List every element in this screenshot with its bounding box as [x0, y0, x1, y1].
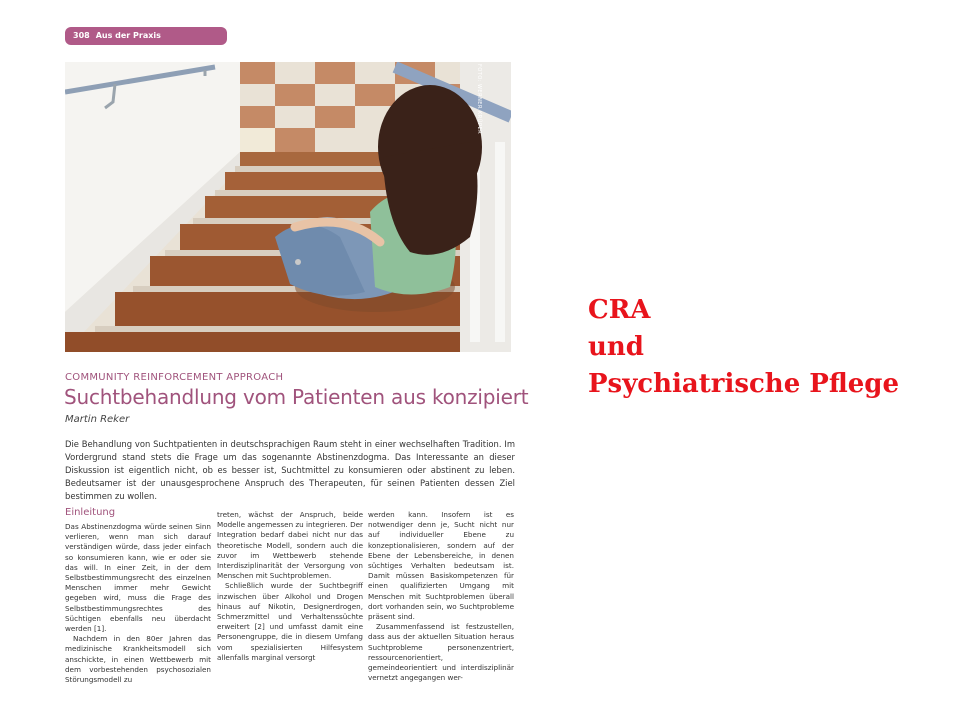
paragraph: treten, wächst der Anspruch, beide Modelle angemessen zu integrieren. Der Integration bedarf dabei nicht nur das theoretische Modell, sondern auch die zuvor im Wettbewerb stehende Interdisziplinarität der Versorgung von Menschen mit Suchtproblemen.	[217, 510, 363, 581]
article-photo	[65, 62, 511, 352]
slide-title-line: Psychiatrische Pflege	[588, 369, 900, 399]
slide-title-line: und	[588, 332, 644, 362]
paragraph: Das Abstinenzdogma würde seinen Sinn verlieren, wenn man sich darauf verständigen würde, dass jeder einfach so konsumieren kann, wie er oder sie das will. In einer Zeit, in der dem Selbstbestimmungsrecht des einzelnen Menschen immer mehr Gewicht gegeben wird, muss die Frage des Selbstbestimmungsrechtes des Süchtigen ebenfalls neu überdacht werden [1].	[65, 522, 211, 634]
slide-title	[588, 292, 899, 403]
body-column-3	[368, 510, 514, 683]
section-heading: Einleitung	[65, 507, 116, 518]
article-author: Martin Reker	[65, 414, 130, 425]
article-lead: Die Behandlung von Suchtpatienten in deutschsprachigen Raum steht in einer wechselhaften Tradition. Im Vordergrund stand stets die Frage um das sogenannte Abstinenzdogma. Das Interessante an dieser Diskussion ist eigentlich nicht, ob es besser ist, Suchtmittel zu konsumieren oder abstinent zu leben. Bedeutsamer ist der unausgesprochene Anspruch des Therapeuten, für seinen Patienten dessen Ziel bestimmen zu wollen.	[65, 439, 515, 501]
slide-title-line: CRA	[588, 295, 651, 325]
staircase-photo	[65, 62, 511, 352]
section-label: Aus der Praxis	[95, 31, 161, 40]
body-column-2	[217, 510, 363, 663]
page-number: 308	[73, 31, 90, 40]
article-title: Suchtbehandlung vom Patienten aus konzipiert	[64, 385, 529, 409]
paragraph: Zusammenfassend ist festzustellen, dass aus der aktuellen Situation heraus Suchtprobleme personenzentriert, ressourcenorientiert, gemeindeorientiert und interdisziplinär vernetzt angegangen wer-	[368, 622, 514, 683]
page-header-badge	[65, 27, 227, 45]
body-column-1	[65, 522, 211, 685]
photo-credit: FOTO: WERNER KRÜPER	[476, 64, 482, 135]
paragraph: Nachdem in den 80er Jahren das medizinische Krankheitsmodell sich anschickte, in einen Wettbewerb mit dem vorbestehenden psychosozialen Störungsmodell zu	[65, 634, 211, 685]
article-kicker: COMMUNITY REINFORCEMENT APPROACH	[65, 372, 284, 383]
paragraph: werden kann. Insofern ist es notwendiger denn je, Sucht nicht nur auf individueller Ebene zu konzeptionalisieren, sondern auf der Ebene der Lebensbereiche, in denen süchtiges Verhalten bedeutsam ist. Damit müssen Basiskompetenzen für einen qualifizierten Umgang mit Menschen mit Suchtproblemen überall dort vorhanden sein, wo Suchtprobleme präsent sind.	[368, 510, 514, 622]
paragraph: Schließlich wurde der Suchtbegriff inzwischen über Alkohol und Drogen hinaus auf Nikotin, Designerdrogen, Schmerzmittel und Verhaltenssüchte erweitert [2] und umfasst damit eine Personengruppe, die in diesem Umfang vom spezialisierten Hilfesystem allenfalls marginal versorgt	[217, 581, 363, 662]
